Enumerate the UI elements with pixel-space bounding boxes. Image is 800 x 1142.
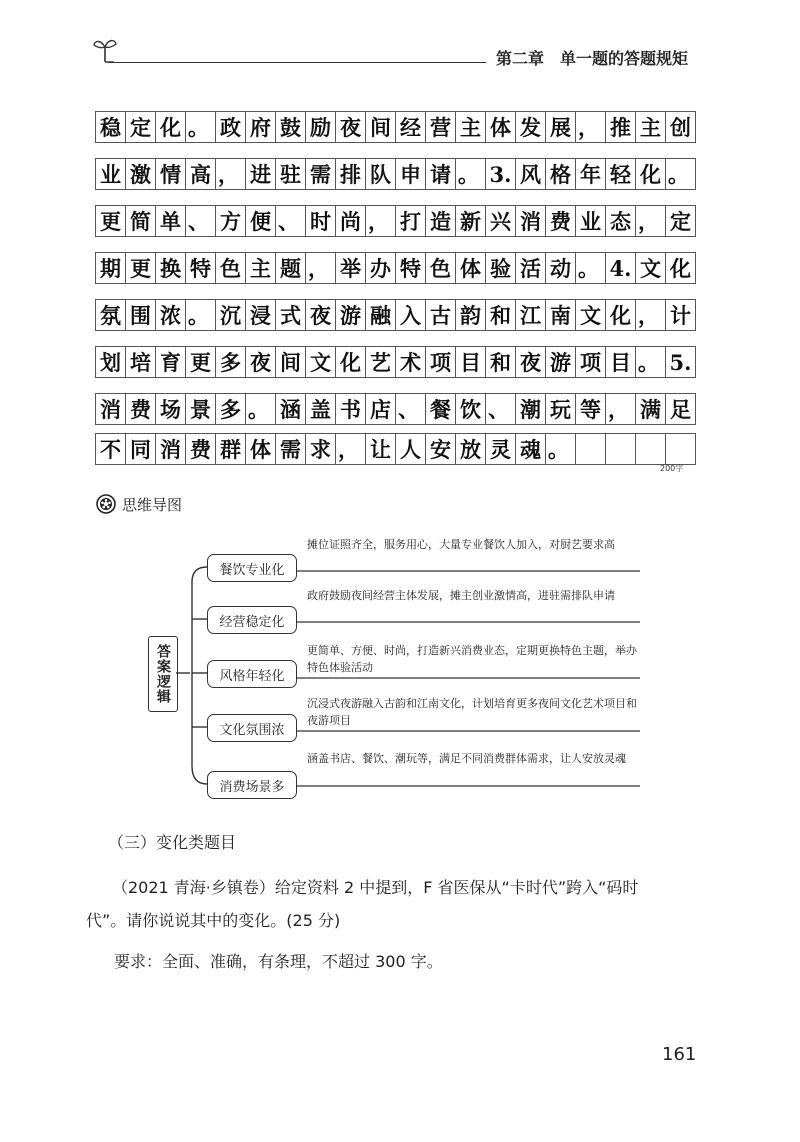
- mindmap-desc: 涵盖书店、餐饮、潮玩等，满足不同消费群体需求，让人安放灵魂: [307, 752, 626, 765]
- grid-cell: 需: [275, 433, 306, 465]
- mindmap-desc: 政府鼓励夜间经营主体发展，摊主创业激情高，进驻需排队申请: [307, 589, 615, 602]
- grid-cell: 尚: [335, 205, 366, 237]
- mindmap-desc: 沉浸式夜游融入古韵和江南文化，计划培育更多夜间文化艺术项目和夜游项目: [307, 697, 637, 727]
- grid-cell: 兴: [485, 205, 516, 237]
- grid-cell: 主: [245, 252, 276, 284]
- grid-cell: 队: [365, 158, 396, 190]
- grid-cell: 化: [665, 252, 696, 284]
- grid-cell: 、: [395, 393, 426, 425]
- grid-cell: 排: [335, 158, 366, 190]
- grid-cell: 5.: [665, 346, 696, 378]
- grid-cell: 不: [95, 433, 126, 465]
- grid-cell: 格: [545, 158, 576, 190]
- grid-cell: 动: [545, 252, 576, 284]
- grid-cell: 店: [365, 393, 396, 425]
- grid-cell: 主: [635, 111, 666, 143]
- grid-cell: 活: [515, 252, 546, 284]
- grid-cell: 南: [545, 299, 576, 331]
- grid-cell: 稳: [95, 111, 126, 143]
- grid-cell: 书: [335, 393, 366, 425]
- grid-cell: 放: [455, 433, 486, 465]
- grid-cell: 色: [425, 252, 456, 284]
- grid-cell: 定: [665, 205, 696, 237]
- mindmap-node: 文化氛围浓: [207, 714, 297, 742]
- grid-cell: 体: [245, 433, 276, 465]
- grid-cell: 文: [575, 299, 606, 331]
- grid-cell: 打: [395, 205, 426, 237]
- grid-cell: 。: [665, 158, 696, 190]
- grid-cell: 术: [395, 346, 426, 378]
- grid-cell: 和: [485, 346, 516, 378]
- grid-cell: 氛: [95, 299, 126, 331]
- grid-cell: 题: [275, 252, 306, 284]
- grid-cell: 请: [425, 158, 456, 190]
- grid-cell: 。: [455, 158, 486, 190]
- grid-cell: 化: [155, 111, 186, 143]
- grid-cell: 式: [275, 299, 306, 331]
- grid-cell: 费: [125, 393, 156, 425]
- grid-cell: 定: [125, 111, 156, 143]
- grid-cell: 经: [395, 111, 426, 143]
- word-count: 200字: [660, 464, 684, 473]
- grid-cell: 期: [95, 252, 126, 284]
- grid-cell: 4.: [605, 252, 636, 284]
- requirement-text: 要求：全面、准确，有条理，不超过 300 字。: [114, 952, 443, 971]
- grid-cell: 培: [125, 346, 156, 378]
- grid-cell: 江: [515, 299, 546, 331]
- grid-cell: 体: [455, 252, 486, 284]
- grid-cell: 便: [245, 205, 276, 237]
- mindmap-node: 经营稳定化: [207, 606, 297, 634]
- grid-cell: 业: [95, 158, 126, 190]
- grid-cell: 浓: [155, 299, 186, 331]
- grid-cell: 业: [575, 205, 606, 237]
- grid-cell: ，: [305, 252, 336, 284]
- grid-cell: 申: [395, 158, 426, 190]
- grid-cell: 玩: [545, 393, 576, 425]
- grid-cell: 办: [365, 252, 396, 284]
- grid-cell: 方: [215, 205, 246, 237]
- grid-cell: 情: [155, 158, 186, 190]
- grid-cell: 满: [635, 393, 666, 425]
- grid-cell: 激: [125, 158, 156, 190]
- grid-cell: 态: [605, 205, 636, 237]
- grid-cell: 围: [125, 299, 156, 331]
- grid-cell: 入: [395, 299, 426, 331]
- grid-cell: 盖: [305, 393, 336, 425]
- grid-cell: 进: [245, 158, 276, 190]
- grid-cell: 灵: [485, 433, 516, 465]
- grid-cell: 育: [155, 346, 186, 378]
- grid-cell: 推: [605, 111, 636, 143]
- grid-cell: 营: [425, 111, 456, 143]
- grid-cell: 。: [635, 346, 666, 378]
- grid-cell: 夜: [305, 299, 336, 331]
- grid-cell: 更: [125, 252, 156, 284]
- grid-cell: 励: [305, 111, 336, 143]
- question-line: 代”。请你说说其中的变化。(25 分): [86, 911, 341, 930]
- grid-cell: 潮: [515, 393, 546, 425]
- grid-cell: 和: [485, 299, 516, 331]
- grid-cell: 间: [275, 346, 306, 378]
- grid-cell: 、: [185, 205, 216, 237]
- grid-cell: 计: [665, 299, 696, 331]
- grid-cell: 需: [305, 158, 336, 190]
- grid-cell: 足: [665, 393, 696, 425]
- grid-cell: 消: [515, 205, 546, 237]
- grid-cell: 景: [185, 393, 216, 425]
- grid-cell: 新: [455, 205, 486, 237]
- mindmap-desc: 摊位证照齐全，服务用心，大量专业餐饮人加入，对厨艺要求高: [307, 538, 615, 551]
- grid-cell: 间: [365, 111, 396, 143]
- grid-cell: 餐: [425, 393, 456, 425]
- grid-cell: 色: [215, 252, 246, 284]
- grid-cell: 魂: [515, 433, 546, 465]
- grid-cell: ，: [335, 433, 366, 465]
- grid-cell: 轻: [605, 158, 636, 190]
- grid-cell: ，: [575, 111, 606, 143]
- grid-cell: 、: [275, 205, 306, 237]
- grid-cell: 目: [455, 346, 486, 378]
- mindmap-node: 消费场景多: [207, 771, 297, 799]
- grid-cell: 展: [545, 111, 576, 143]
- grid-cell: 。: [245, 393, 276, 425]
- grid-cell: ，: [605, 393, 636, 425]
- grid-cell: 夜: [515, 346, 546, 378]
- mindmap-section-title: 思维导图: [122, 496, 183, 514]
- grid-cell: 涵: [275, 393, 306, 425]
- grid-cell: 。: [185, 111, 216, 143]
- mindmap-root-label: 答案逻辑: [155, 644, 171, 704]
- grid-cell: 饮: [455, 393, 486, 425]
- mindmap-node: 风格年轻化: [207, 660, 297, 688]
- grid-cell: 举: [335, 252, 366, 284]
- grid-cell: 政: [215, 111, 246, 143]
- grid-cell: 。: [185, 299, 216, 331]
- grid-cell: 艺: [365, 346, 396, 378]
- grid-cell: 夜: [245, 346, 276, 378]
- grid-cell: 让: [365, 433, 396, 465]
- grid-cell: 求: [305, 433, 336, 465]
- grid-cell: 韵: [455, 299, 486, 331]
- section-heading: （三）变化类题目: [108, 833, 237, 852]
- grid-cell: 。: [545, 433, 576, 465]
- grid-cell: 多: [215, 346, 246, 378]
- grid-cell: ，: [215, 158, 246, 190]
- grid-cell: 文: [305, 346, 336, 378]
- grid-cell: 文: [635, 252, 666, 284]
- grid-cell: 化: [635, 158, 666, 190]
- grid-cell: ，: [635, 299, 666, 331]
- grid-cell: 消: [95, 393, 126, 425]
- grid-cell: 换: [155, 252, 186, 284]
- grid-cell: 费: [545, 205, 576, 237]
- grid-cell: 更: [95, 205, 126, 237]
- grid-cell: 化: [605, 299, 636, 331]
- grid-cell: ，: [365, 205, 396, 237]
- grid-cell: 鼓: [275, 111, 306, 143]
- grid-cell: ，: [635, 205, 666, 237]
- grid-cell: 划: [95, 346, 126, 378]
- grid-cell: 3.: [485, 158, 516, 190]
- question-line: （2021 青海·乡镇卷）给定资料 2 中提到，F 省医保从“卡时代”跨入“码时: [112, 878, 639, 897]
- mindmap-root: [148, 636, 178, 712]
- mindmap-desc: 更简单、方便、时尚，打造新兴消费业态，定期更换特色主题，举办特色体验活动: [307, 644, 637, 674]
- grid-cell: 融: [365, 299, 396, 331]
- grid-cell: 费: [185, 433, 216, 465]
- grid-cell: 安: [425, 433, 456, 465]
- grid-cell: 风: [515, 158, 546, 190]
- grid-cell: 人: [395, 433, 426, 465]
- grid-cell: 驻: [275, 158, 306, 190]
- grid-cell: 群: [215, 433, 246, 465]
- grid-cell: 府: [245, 111, 276, 143]
- grid-cell: 年: [575, 158, 606, 190]
- grid-cell: 消: [155, 433, 186, 465]
- grid-cell: 更: [185, 346, 216, 378]
- grid-cell: 同: [125, 433, 156, 465]
- grid-cell: 简: [125, 205, 156, 237]
- grid-cell: 古: [425, 299, 456, 331]
- grid-cell: 浸: [245, 299, 276, 331]
- grid-cell: 场: [155, 393, 186, 425]
- grid-cell: 项: [425, 346, 456, 378]
- grid-cell: 目: [605, 346, 636, 378]
- grid-cell: 。: [575, 252, 606, 284]
- grid-cell: 游: [335, 299, 366, 331]
- grid-cell: 发: [515, 111, 546, 143]
- grid-cell: 主: [455, 111, 486, 143]
- chapter-title: 第二章 单一题的答题规矩: [496, 49, 689, 68]
- grid-cell: 创: [665, 111, 696, 143]
- grid-cell: 造: [425, 205, 456, 237]
- grid-cell: 体: [485, 111, 516, 143]
- mindmap-node: 餐饮专业化: [207, 554, 297, 582]
- grid-cell: 、: [485, 393, 516, 425]
- grid-cell: 等: [575, 393, 606, 425]
- grid-cell: 特: [395, 252, 426, 284]
- grid-cell: 沉: [215, 299, 246, 331]
- grid-cell: 高: [185, 158, 216, 190]
- page-number: 161: [662, 1044, 697, 1065]
- grid-cell: 验: [485, 252, 516, 284]
- grid-cell: 游: [545, 346, 576, 378]
- grid-cell: 多: [215, 393, 246, 425]
- grid-cell: 夜: [335, 111, 366, 143]
- grid-cell: 项: [575, 346, 606, 378]
- grid-cell: 特: [185, 252, 216, 284]
- grid-cell: 时: [305, 205, 336, 237]
- grid-cell: 单: [155, 205, 186, 237]
- grid-cell: 化: [335, 346, 366, 378]
